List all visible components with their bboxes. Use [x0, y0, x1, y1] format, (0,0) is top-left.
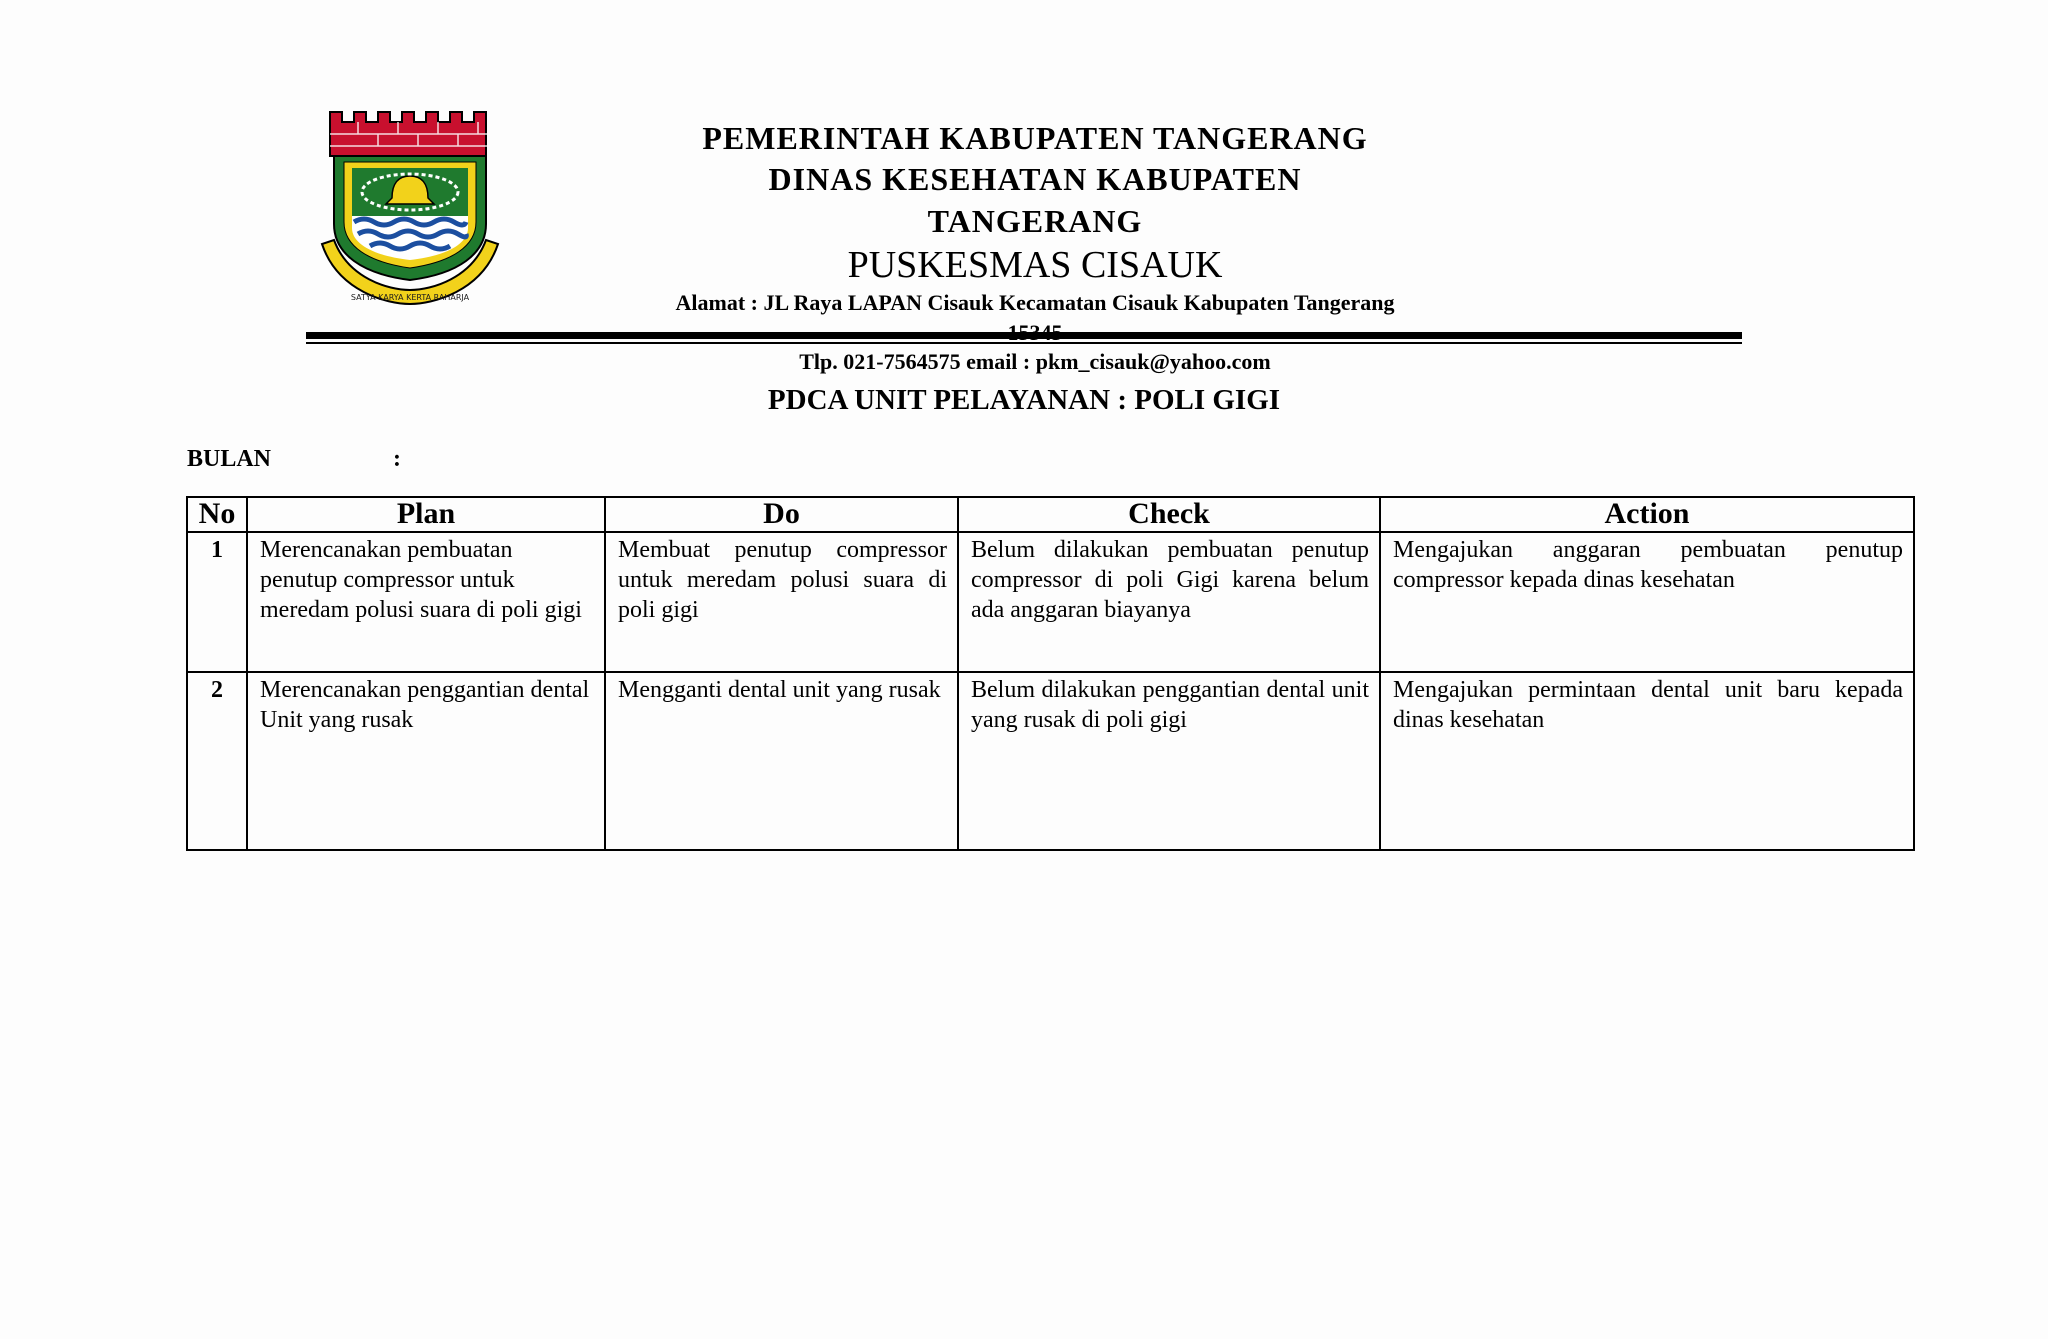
month-label: BULAN: [187, 446, 272, 472]
letterhead-agency: DINAS KESEHATAN KABUPATEN TANGERANG: [768, 161, 1302, 239]
letterhead-institution: PUSKESMAS CISAUK: [847, 244, 1223, 286]
letterhead-address: Alamat : JL Raya LAPAN Cisauk Kecamatan Cisauk Kabupaten Tangerang: [675, 290, 1395, 315]
table-header-row: [187, 497, 1914, 532]
cell-do: Membuat penutup compressor untuk meredam polusi suara di poli gigi: [605, 532, 958, 672]
cell-no: 1: [187, 532, 247, 672]
cell-check: Belum dilakukan penggantian dental unit yang rusak di poli gigi: [958, 672, 1380, 850]
header-do: Do: [605, 497, 958, 532]
cell-no: 2: [187, 672, 247, 850]
letterhead-government: PEMERINTAH KABUPATEN TANGERANG: [702, 120, 1368, 156]
letterhead-divider-thin: [306, 342, 1742, 344]
emblem-wall: [330, 112, 490, 156]
table-row: [187, 672, 1914, 850]
cell-do: Mengganti dental unit yang rusak: [605, 672, 958, 850]
month-colon: :: [393, 446, 401, 472]
cell-plan: Merencanakan penggantian dental Unit yang rusak: [247, 672, 605, 850]
pdca-table: [186, 496, 1915, 851]
emblem-motto: SATYA KARYA KERTA RAHARJA: [350, 293, 470, 302]
regency-emblem-icon: [318, 104, 502, 306]
cell-action: Mengajukan permintaan dental unit baru kepada dinas kesehatan: [1380, 672, 1914, 850]
header-plan: Plan: [247, 497, 605, 532]
letterhead-contact: Tlp. 021-7564575 email : pkm_cisauk@yahoo.com: [799, 349, 1271, 374]
cell-check: Belum dilakukan pembuatan penutup compressor di poli Gigi karena belum ada anggaran biayanya: [958, 532, 1380, 672]
header-check: Check: [958, 497, 1380, 532]
header-action: Action: [1380, 497, 1914, 532]
table-row: [187, 532, 1914, 672]
document-title: PDCA UNIT PELAYANAN : POLI GIGI: [767, 384, 1281, 416]
letterhead-divider-thick: [306, 332, 1742, 339]
cell-action: Mengajukan anggaran pembuatan penutup compressor kepada dinas kesehatan: [1380, 532, 1914, 672]
header-no: No: [187, 497, 247, 532]
cell-plan: Merencanakan pembuatan penutup compressor untuk meredam polusi suara di poli gigi: [247, 532, 605, 672]
